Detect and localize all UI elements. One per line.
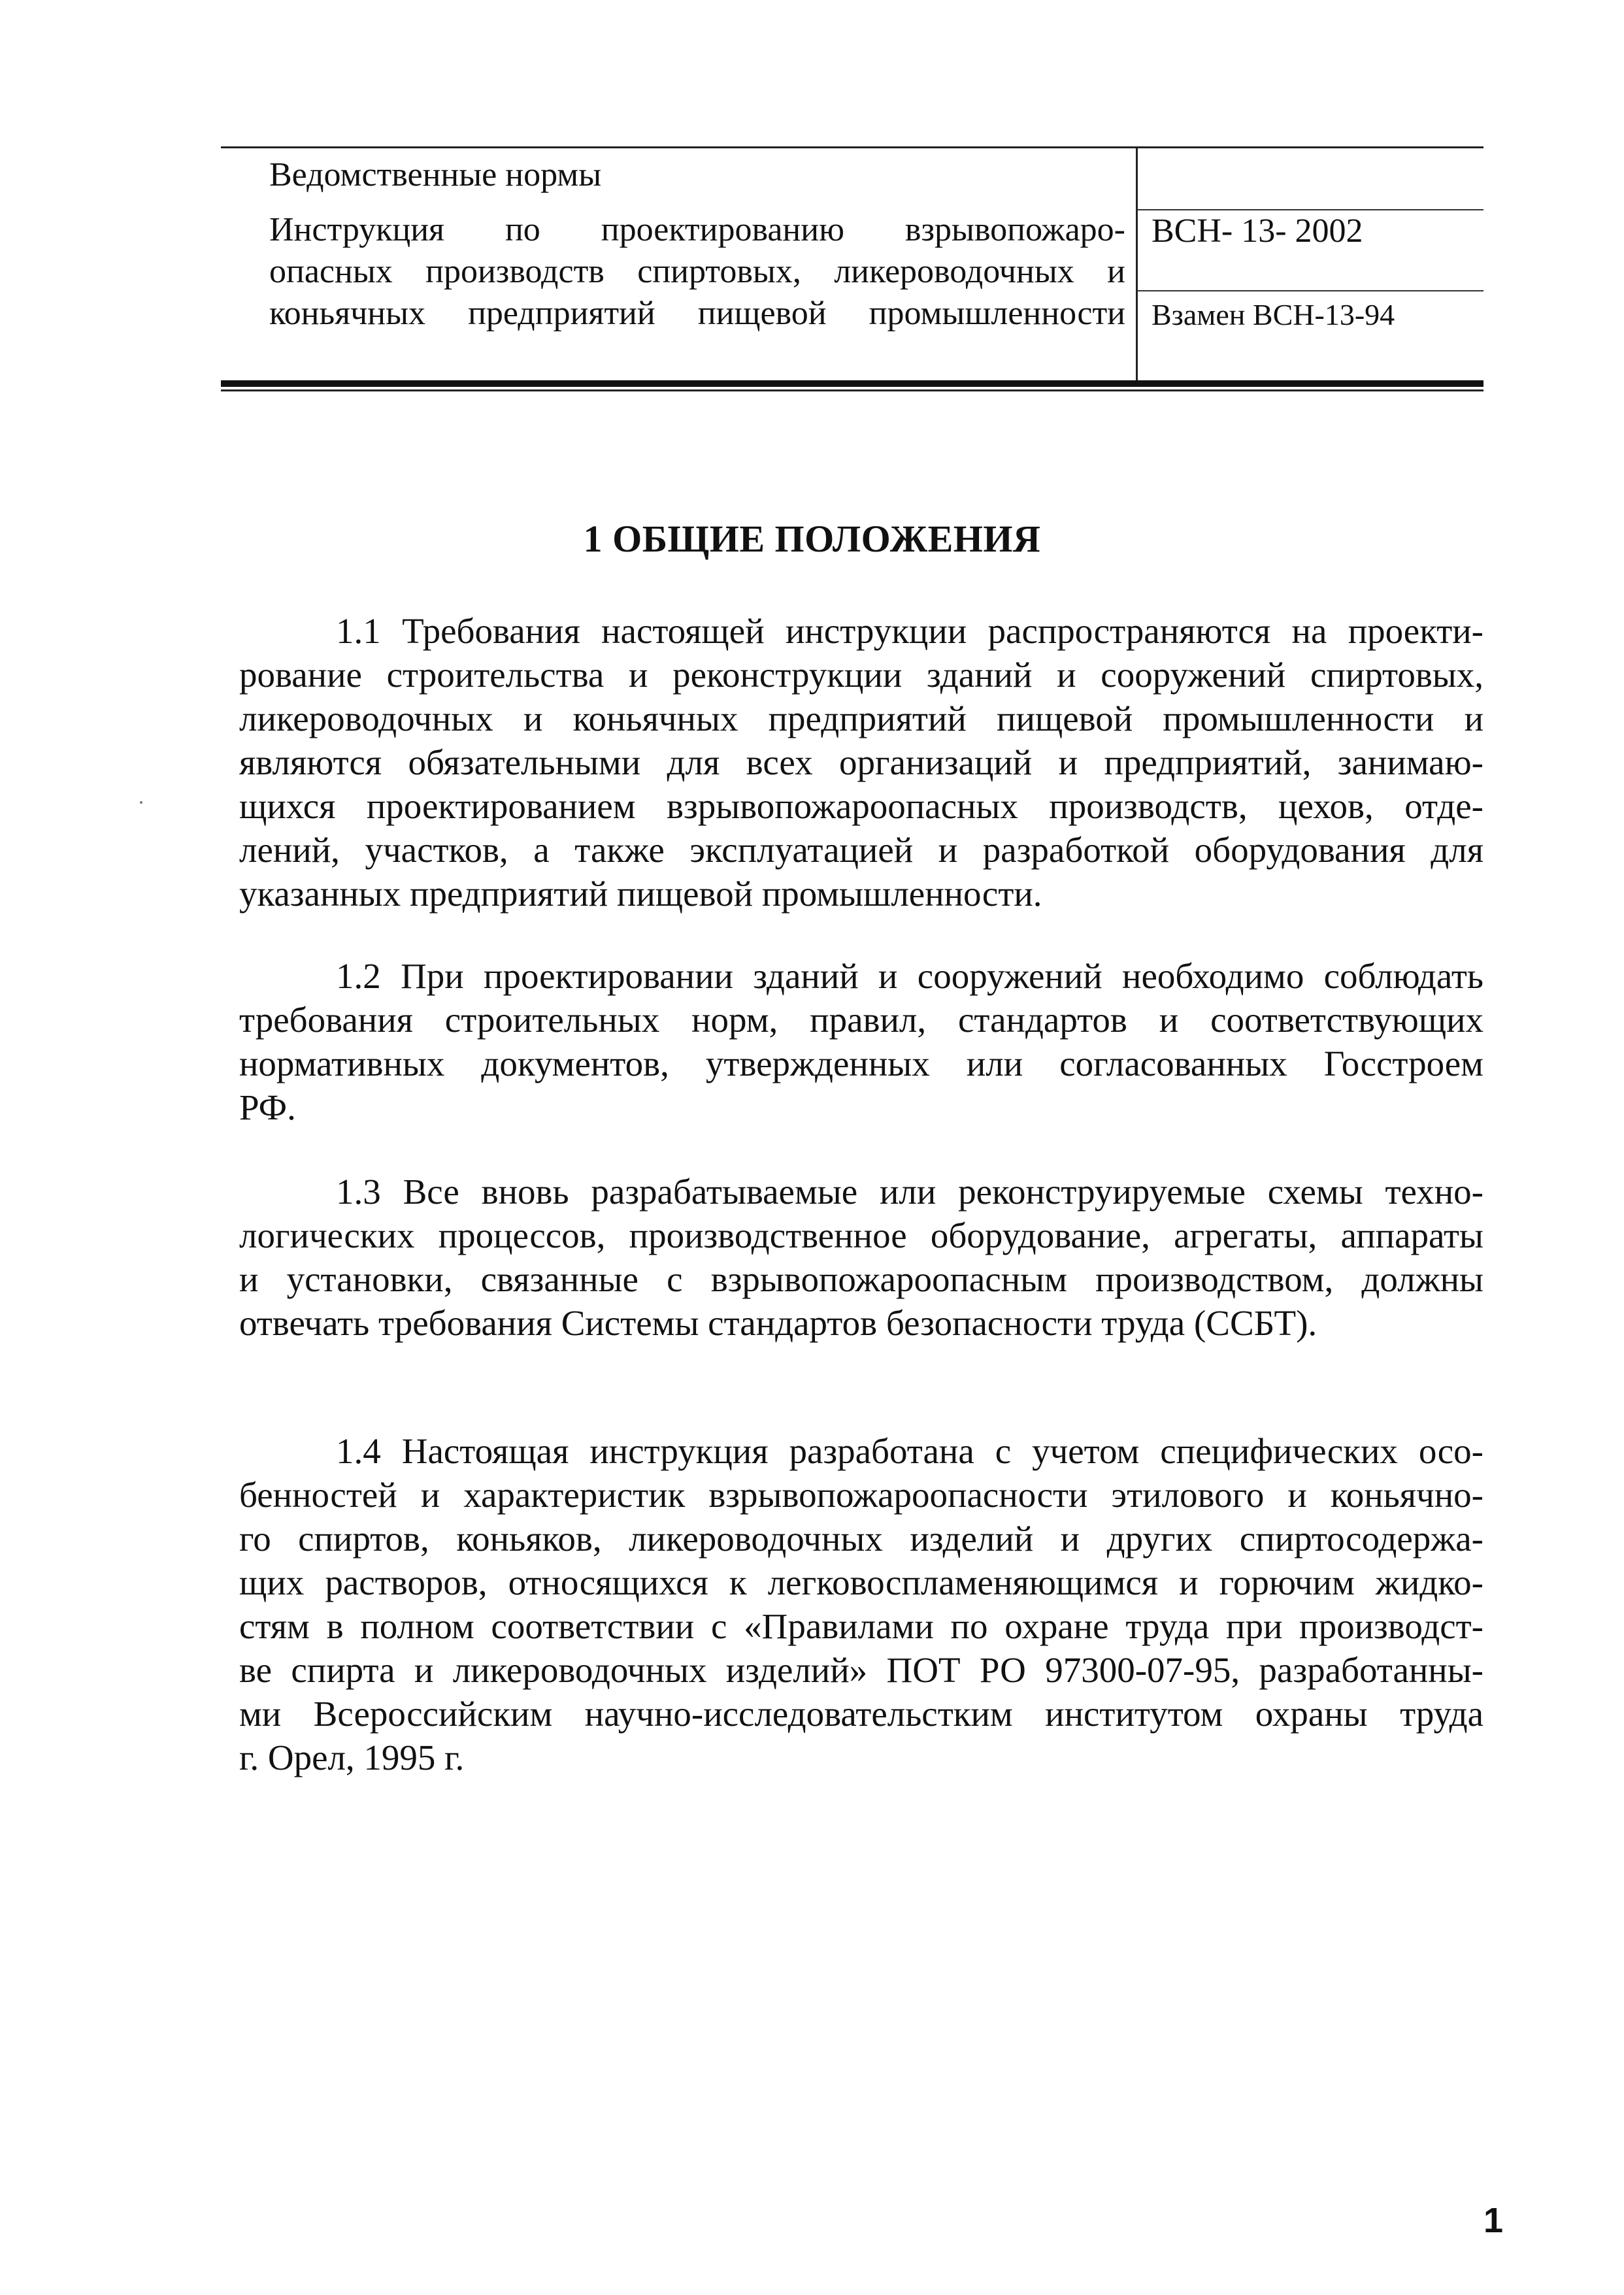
header-column-divider <box>1136 146 1138 383</box>
header-title-line: опасных производств спиртовых, ликероводочных и <box>269 253 1125 290</box>
header-replaces-note: Взамен ВСН-13-94 <box>1152 298 1395 331</box>
scan-speck <box>140 801 142 804</box>
paragraph-line: являются обязательными для всех организаций и предприятий, занимаю- <box>239 742 1483 782</box>
paragraph-1-1 <box>239 609 1483 916</box>
paragraph-line: ве спирта и ликероводочных изделий» ПОТ РО 97300-07-95, разработанны- <box>239 1650 1483 1690</box>
paragraph-line: щих растворов, относящихся к легковоспламеняющимся и горючим жидко- <box>239 1562 1483 1602</box>
page-number: 1 <box>1483 2201 1504 2240</box>
paragraph-line: лений, участков, а также эксплуатацией и разработкой оборудования для <box>239 830 1483 870</box>
paragraph-line: бенностей и характеристик взрывопожароопасности этилового и коньячно- <box>239 1475 1483 1515</box>
paragraph-line: ликероводочных и коньячных предприятий пищевой промышленности и <box>239 699 1483 738</box>
section-title: 1 ОБЩИЕ ПОЛОЖЕНИЯ <box>583 518 1041 560</box>
header-top-rule <box>221 146 1483 148</box>
header-title-line: Инструкция по проектированию взрывопожаро- <box>269 211 1125 248</box>
header-department: Ведомственные нормы <box>269 156 602 193</box>
paragraph-line: 1.2 При проектировании зданий и сооружений необходимо соблюдать <box>336 956 1483 996</box>
paragraph-line: указанных предприятий пищевой промышленности. <box>239 874 1042 914</box>
header-right-rule-lower <box>1137 290 1483 291</box>
paragraph-line: стям в полном соответствии с «Правилами по охране труда при производст- <box>239 1606 1483 1646</box>
header-bottom-thin-rule <box>221 389 1483 391</box>
paragraph-line: ми Всероссийским научно-исследовательстким институтом охраны труда <box>239 1694 1483 1734</box>
paragraph-line: 1.1 Требования настоящей инструкции распространяются на проекти- <box>336 611 1483 651</box>
header-document-title <box>269 209 1125 335</box>
paragraph-1-3 <box>239 1170 1483 1345</box>
paragraph-line: требования строительных норм, правил, стандартов и соответствующих <box>239 1000 1483 1040</box>
paragraph-line: 1.4 Настоящая инструкция разработана с учетом специфических осо- <box>336 1431 1483 1471</box>
paragraph-line: го спиртов, коньяков, ликероводочных изделий и других спиртосодержа- <box>239 1519 1483 1559</box>
header-title-line: коньячных предприятий пищевой промышленности <box>269 295 1125 332</box>
paragraph-1-4 <box>239 1429 1483 1779</box>
paragraph-line: щихся проектированием взрывопожароопасных производств, цехов, отде- <box>239 786 1483 826</box>
paragraph-line: отвечать требования Системы стандартов безопасности труда (ССБТ). <box>239 1303 1317 1343</box>
header-bottom-thick-rule <box>221 380 1483 387</box>
paragraph-line: нормативных документов, утвержденных или согласованных Госстроем <box>239 1044 1483 1083</box>
paragraph-line: рование строительства и реконструкции зданий и сооружений спиртовых, <box>239 655 1483 695</box>
paragraph-line: и установки, связанные с взрывопожароопасным производством, должны <box>239 1259 1483 1299</box>
paragraph-line: РФ. <box>239 1087 296 1127</box>
paragraph-line: г. Орел, 1995 г. <box>239 1738 465 1777</box>
paragraph-1-2 <box>239 954 1483 1129</box>
paragraph-line: 1.3 Все вновь разрабатываемые или реконструируемые схемы техно- <box>336 1172 1483 1212</box>
document-header <box>221 146 1483 389</box>
paragraph-line: логических процессов, производственное оборудование, агрегаты, аппараты <box>239 1215 1483 1255</box>
header-document-code: ВСН- 13- 2002 <box>1152 212 1363 250</box>
